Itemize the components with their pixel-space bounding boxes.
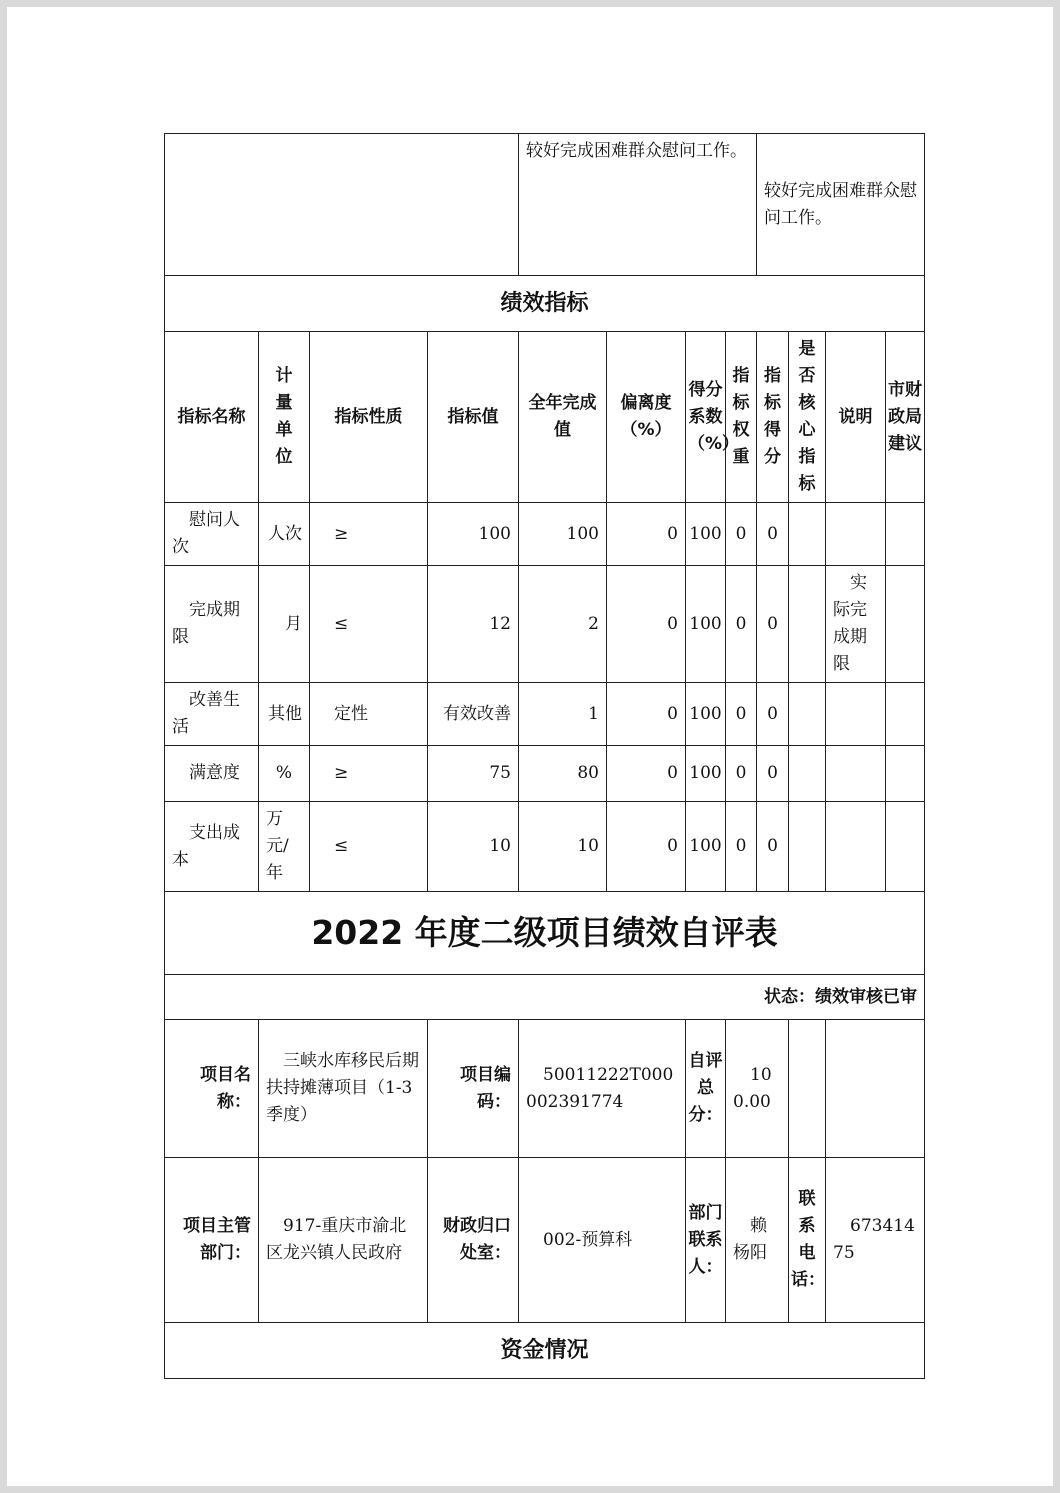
indicator-coefficient: 100: [686, 503, 726, 566]
indicator-note: [826, 683, 886, 746]
header-nature: 指标性质: [310, 332, 428, 503]
indicator-actual: 2: [519, 566, 607, 683]
indicator-name: 满意度: [165, 746, 259, 802]
header-value: 指标值: [428, 332, 519, 503]
indicator-bureau-advice: [886, 683, 925, 746]
indicator-actual: 100: [519, 503, 607, 566]
header-weight: 指标权重: [726, 332, 757, 503]
indicator-coefficient: 100: [686, 802, 726, 892]
indicator-weight: 0: [726, 802, 757, 892]
indicator-value: 10: [428, 802, 519, 892]
project-name-label: 项目名称：: [165, 1020, 259, 1158]
indicator-coefficient: 100: [686, 683, 726, 746]
actual-completion-text: 较好完成困难群众慰问工作。: [757, 134, 925, 276]
indicator-is-core: [789, 566, 826, 683]
indicator-weight: 0: [726, 746, 757, 802]
header-deviation: 偏离度（%）: [607, 332, 686, 503]
indicator-unit: 其他: [259, 683, 310, 746]
finance-office-label: 财政归口处室：: [428, 1158, 519, 1323]
indicator-bureau-advice: [886, 566, 925, 683]
contact-phone-value: 67341475: [826, 1158, 925, 1323]
indicator-coefficient: 100: [686, 566, 726, 683]
indicator-value: 100: [428, 503, 519, 566]
indicator-deviation: 0: [607, 683, 686, 746]
indicator-nature: ≥: [310, 503, 428, 566]
indicator-actual: 10: [519, 802, 607, 892]
review-status: 状态：绩效审核已审: [165, 975, 925, 1020]
indicator-is-core: [789, 746, 826, 802]
indicator-is-core: [789, 503, 826, 566]
project-code-value: 50011222T000002391774: [519, 1020, 686, 1158]
department-info-row: [165, 1158, 925, 1323]
empty-cell: [165, 134, 519, 276]
indicator-deviation: 0: [607, 566, 686, 683]
indicator-score: 0: [757, 683, 789, 746]
funds-section-heading: 资金情况: [165, 1323, 925, 1379]
indicator-name: 支出成本: [165, 802, 259, 892]
indicator-name: 完成期限: [165, 566, 259, 683]
indicator-unit: 月: [259, 566, 310, 683]
header-actual: 全年完成值: [519, 332, 607, 503]
indicator-unit: 人次: [259, 503, 310, 566]
indicator-note: [826, 802, 886, 892]
indicator-weight: 0: [726, 566, 757, 683]
indicator-nature: ≤: [310, 802, 428, 892]
project-code-label: 项目编码：: [428, 1020, 519, 1158]
total-score-value: 100.00: [726, 1020, 789, 1158]
indicator-row: [165, 683, 925, 746]
performance-indicators-heading: 绩效指标: [165, 276, 925, 332]
indicator-actual: 80: [519, 746, 607, 802]
header-score: 指标得分: [757, 332, 789, 503]
indicator-name: 改善生活: [165, 683, 259, 746]
indicator-note: 实际完成期限: [826, 566, 886, 683]
indicator-weight: 0: [726, 683, 757, 746]
indicator-deviation: 0: [607, 503, 686, 566]
indicator-note: [826, 746, 886, 802]
indicator-unit: %: [259, 746, 310, 802]
indicator-weight: 0: [726, 503, 757, 566]
header-note: 说明: [826, 332, 886, 503]
indicator-coefficient: 100: [686, 746, 726, 802]
indicator-bureau-advice: [886, 802, 925, 892]
indicator-nature: 定性: [310, 683, 428, 746]
previous-page-continuation-row: [165, 134, 925, 276]
indicator-is-core: [789, 802, 826, 892]
indicator-is-core: [789, 683, 826, 746]
managing-dept-value: 917-重庆市渝北区龙兴镇人民政府: [259, 1158, 428, 1323]
indicator-note: [826, 503, 886, 566]
indicator-score: 0: [757, 566, 789, 683]
indicator-bureau-advice: [886, 503, 925, 566]
indicator-score: 0: [757, 503, 789, 566]
indicator-row: [165, 566, 925, 683]
project-name-value: 三峡水库移民后期扶持摊薄项目（1-3 季度）: [259, 1020, 428, 1158]
header-indicator-name: 指标名称: [165, 332, 259, 503]
indicator-deviation: 0: [607, 746, 686, 802]
annual-target-text: 较好完成困难群众慰问工作。: [519, 134, 757, 276]
indicator-actual: 1: [519, 683, 607, 746]
dept-contact-label: 部门联系人：: [686, 1158, 726, 1323]
indicator-nature: ≥: [310, 746, 428, 802]
indicator-header-row: [165, 332, 925, 503]
header-is-core: 是否核心指标: [789, 332, 826, 503]
indicator-value: 75: [428, 746, 519, 802]
indicator-deviation: 0: [607, 802, 686, 892]
document-page: [7, 7, 1053, 1486]
indicator-row: [165, 503, 925, 566]
project-info-row: [165, 1020, 925, 1158]
indicator-unit: 万元/年: [259, 802, 310, 892]
indicator-value: 12: [428, 566, 519, 683]
indicator-nature: ≤: [310, 566, 428, 683]
indicator-row: [165, 746, 925, 802]
contact-phone-label: 联系电话：: [789, 1158, 826, 1323]
total-score-label: 自评总分：: [686, 1020, 726, 1158]
finance-office-value: 002-预算科: [519, 1158, 686, 1323]
performance-evaluation-table: [164, 133, 925, 1379]
indicator-value: 有效改善: [428, 683, 519, 746]
indicator-score: 0: [757, 746, 789, 802]
header-coefficient: 得分系数（%）: [686, 332, 726, 503]
dept-contact-value: 赖杨阳: [726, 1158, 789, 1323]
header-unit: 计量单位: [259, 332, 310, 503]
indicator-score: 0: [757, 802, 789, 892]
indicator-bureau-advice: [886, 746, 925, 802]
empty-cell: [789, 1020, 826, 1158]
empty-cell: [826, 1020, 925, 1158]
managing-dept-label: 项目主管部门：: [165, 1158, 259, 1323]
indicator-name: 慰问人次: [165, 503, 259, 566]
indicator-row: [165, 802, 925, 892]
form-title: 2022 年度二级项目绩效自评表: [165, 892, 925, 975]
header-bureau-advice: 市财政局建议: [886, 332, 925, 503]
